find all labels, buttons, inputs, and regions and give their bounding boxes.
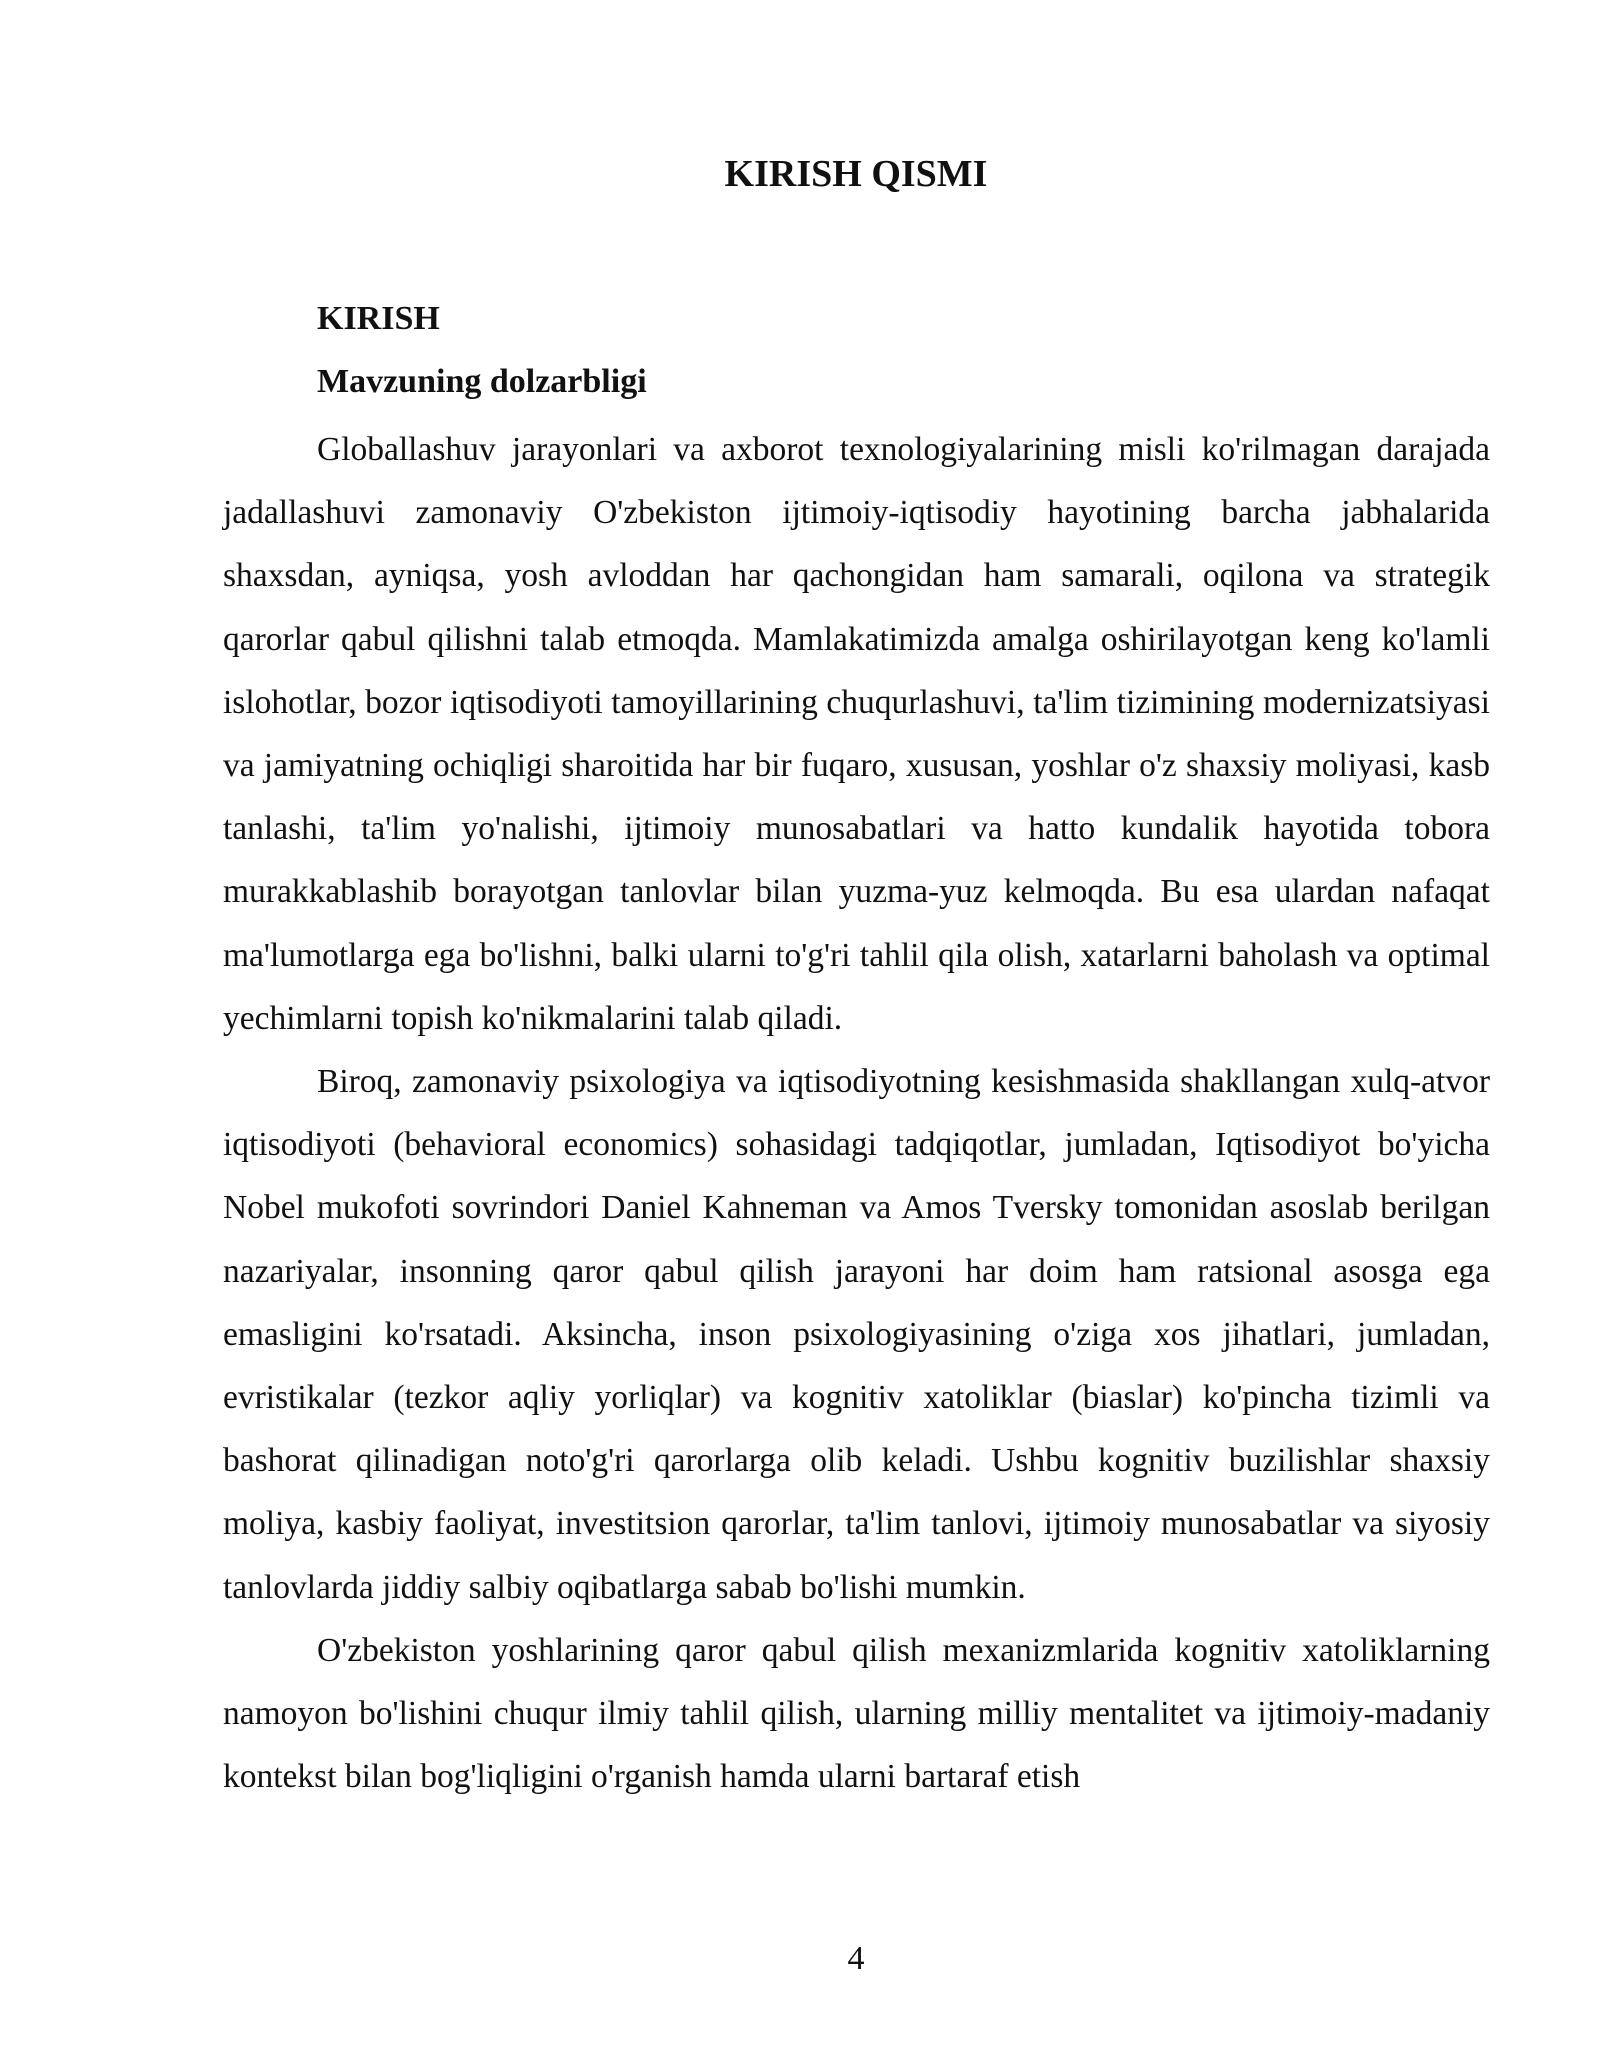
paragraph: Globallashuv jarayonlari va axborot texnologiyalarining misli ko'rilmagan darajada jadallashuvi zamonaviy O'zbekiston ijtimoiy-iqtisodiy hayotining barcha jabhalarida shaxsdan, ayniqsa, yosh avloddan har qachongidan ham samarali, oqilona va strategik qarorlar qabul qilishni talab etmoqda. Mamlakatimizda amalga oshirilayotgan keng ko'lamli islohotlar, bozor iqtisodiyoti tamoyillarining chuqurlashuvi, ta'lim tizimining modernizatsiyasi va jamiyatning ochiqligi sharoitida har bir fuqaro, xususan, yoshlar o'z shaxsiy moliyasi, kasb tanlashi, ta'lim yo'nalishi, ijtimoiy munosabatlari va hatto kundalik hayotida tobora murakkablashib borayotgan tanlovlar bilan yuzma-yuz kelmoqda. Bu esa ulardan nafaqat ma'lumotlarga ega bo'lishni, balki ularni to'g'ri tahlil qila olish, xatarlarni baholash va optimal yechimlarni topish ko'nikmalarini talab qiladi. — [223, 431, 1490, 1037]
section-heading: KIRISH — [317, 300, 440, 337]
page-number: 4 — [847, 1940, 865, 1977]
body-text — [223, 418, 1490, 1808]
subsection-heading: Mavzuning dolzarbligi — [317, 363, 647, 400]
paragraph: Biroq, zamonaviy psixologiya va iqtisodiyotning kesishmasida shakllangan xulq-atvor iqtisodiyoti (behavioral economics) sohasidagi tadqiqotlar, jumladan, Iqtisodiyot bo'yicha Nobel mukofoti sovrindori Daniel Kahneman va Amos Tversky tomonidan asoslab berilgan nazariyalar, insonning qaror qabul qilish jarayoni har doim ham ratsional asosga ega emasligini ko'rsatadi. Aksincha, inson psixologiyasining o'ziga xos jihatlari, jumladan, evristikalar (tezkor aqliy yorliqlar) va kognitiv xatoliklar (biaslar) ko'pincha tizimli va bashorat qilinadigan noto'g'ri qarorlarga olib keladi. Ushbu kognitiv buzilishlar shaxsiy moliya, kasbiy faoliyat, investitsion qarorlar, ta'lim tanlovi, ijtimoiy munosabatlar va siyosiy tanlovlarda jiddiy salbiy oqibatlarga sabab bo'lishi mumkin. — [223, 1063, 1490, 1606]
paragraph: O'zbekiston yoshlarining qaror qabul qilish mexanizmlarida kognitiv xatoliklarning namoyon bo'lishini chuqur ilmiy tahlil qilish, ularning milliy mentalitet va ijtimoiy-madaniy kontekst bilan bog'liqligini o'rganish hamda ularni bartaraf etish — [223, 1631, 1490, 1796]
page-title: KIRISH QISMI — [724, 153, 988, 195]
